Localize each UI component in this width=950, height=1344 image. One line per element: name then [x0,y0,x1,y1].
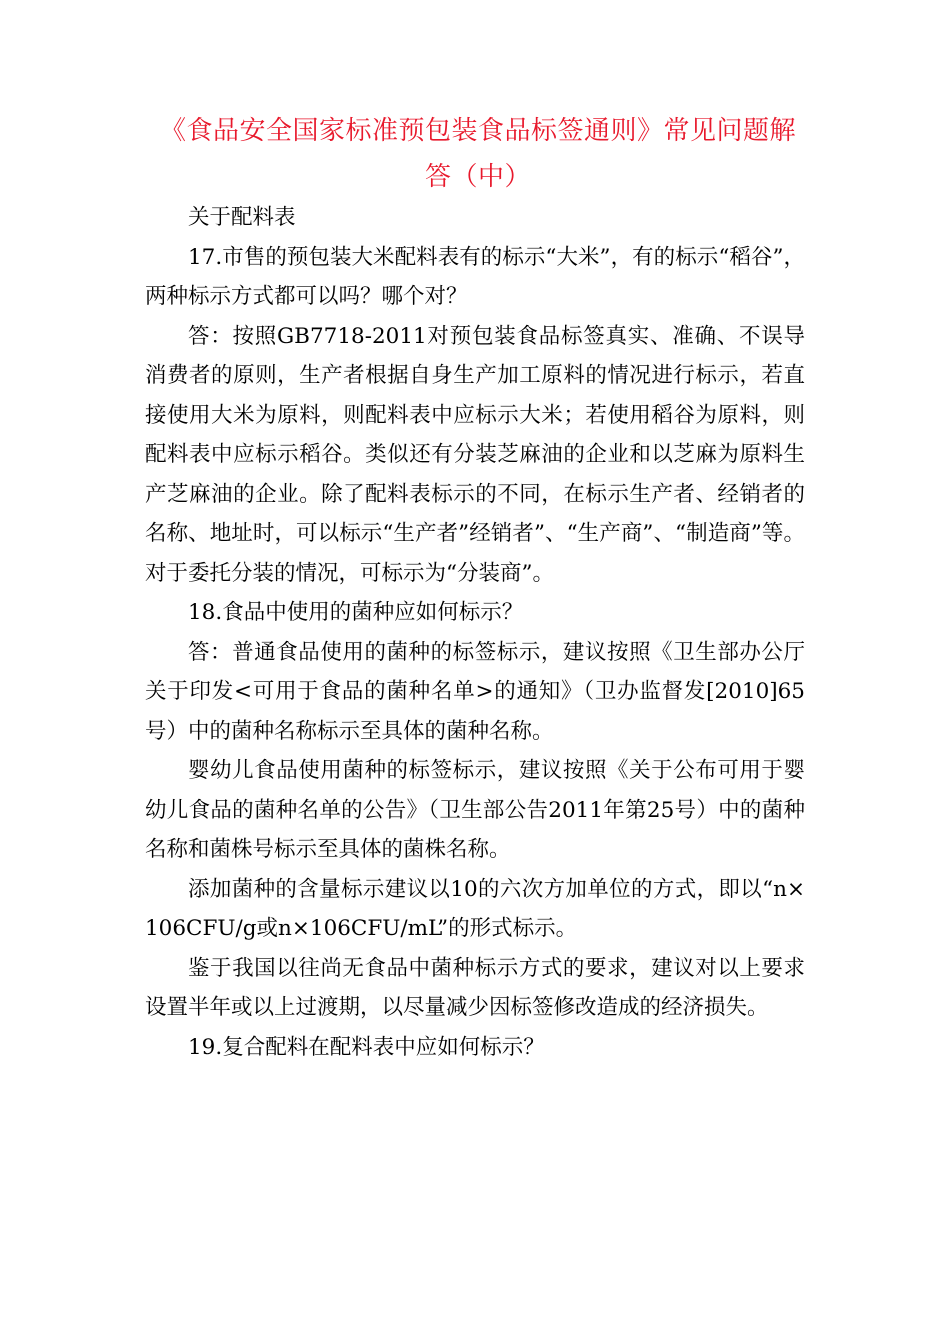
question-17: 17.市售的预包装大米配料表有的标示“大米”，有的标示“稻谷”，两种标示方式都可以吗？哪个对？ [145,244,805,309]
answer-18-infant: 婴幼儿食品使用菌种的标签标示，建议按照《关于公布可用于婴幼儿食品的菌种名单的公告》（卫生部公告2011年第25号）中的菌种名称和菌株号标示至具体的菌株名称。 [145,758,805,862]
question-19: 19.复合配料在配料表中应如何标示？ [188,1034,545,1060]
section-heading: 关于配料表 [188,205,296,230]
answer-18-general: 答：普通食品使用的菌种的标签标示，建议按照《卫生部办公厅关于印发<可用于食品的菌种名单>的通知》（卫办监督发[2010]65号）中的菌种名称标示至具体的菌种名称。 [145,639,805,744]
document-body [145,198,805,1067]
answer-18-transition: 鉴于我国以往尚无食品中菌种标示方式的要求，建议对以上要求设置半年或以上过渡期，以尽量减少因标签修改造成的经济损失。 [145,955,805,1020]
answer-18-content: 添加菌种的含量标示建议以10的六次方加单位的方式，即以“n×106CFU/g或n×106CFU/mL”的形式标示。 [145,876,805,941]
answer-17: 答：按照GB7718-2011对预包装食品标签真实、准确、不误导消费者的原则，生产者根据自身生产加工原料的情况进行标示，若直接使用大米为原料，则配料表中应标示大米；若使用稻谷为原料，则配料表中应标示稻谷。类似还有分装芝麻油的企业和以芝麻为原料生产芝麻油的企业。除了配料表标示的不同，在标示生产者、经销者的名称、地址时，可以标示“生产者”经销者”、“生产商”、“制造商”等。对于委托分装的情况，可标示为“分装商”。 [145,323,805,586]
document-title: 《食品安全国家标准预包装食品标签通则》常见问题解答（中） [159,116,796,192]
question-18: 18.食品中使用的菌种应如何标示？ [188,600,524,625]
